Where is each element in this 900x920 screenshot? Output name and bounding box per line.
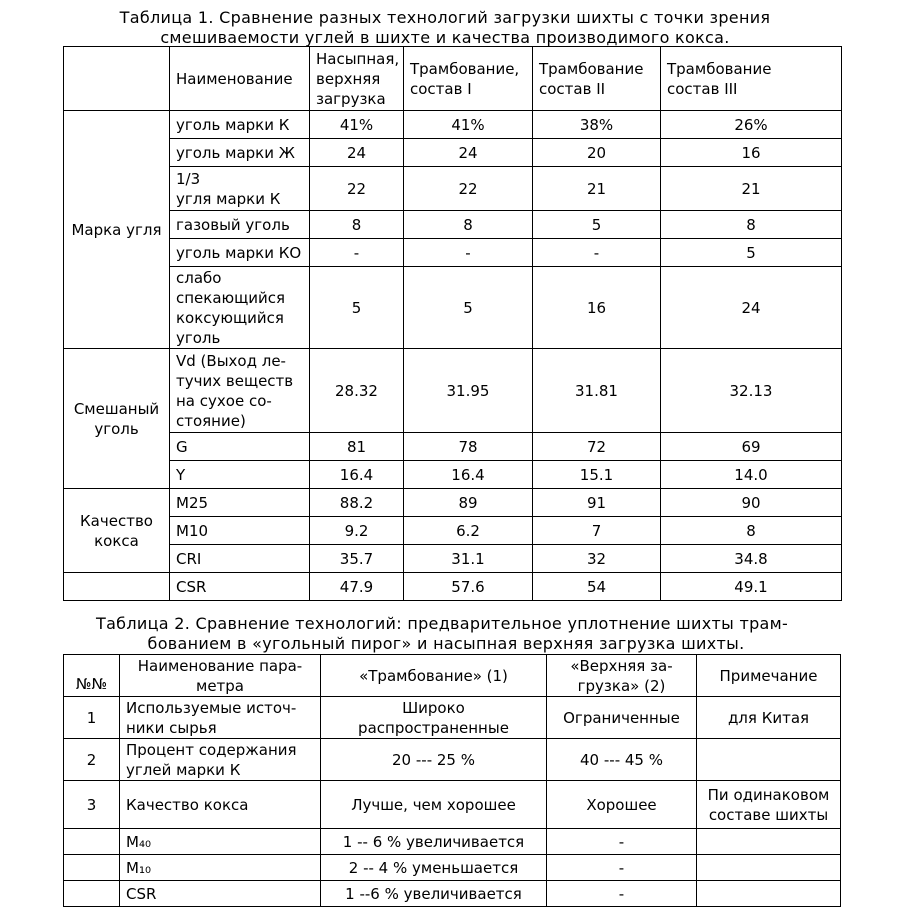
cell: 9.2 <box>310 517 404 545</box>
table2-header-row <box>64 655 841 697</box>
cell-top: - <box>547 881 697 907</box>
cell: 69 <box>661 433 842 461</box>
cell: 57.6 <box>404 573 533 601</box>
table-row <box>64 855 841 881</box>
cell: 78 <box>404 433 533 461</box>
row-label: Vd (Выход ле- тучих веществ на сухое со- стояние) <box>170 349 310 433</box>
table-row <box>64 517 842 545</box>
row-label: уголь марки Ж <box>170 139 310 167</box>
table-row <box>64 461 842 489</box>
table2-caption-line2: бованием в «угольный пирог» и насыпная верхняя загрузка шихты. <box>147 634 745 653</box>
row-label: уголь марки К <box>170 111 310 139</box>
table-row <box>64 167 842 211</box>
cell-param: M₄₀ <box>120 829 321 855</box>
cell-note <box>697 881 841 907</box>
table-row <box>64 267 842 349</box>
cell: 41% <box>404 111 533 139</box>
cell-note <box>697 855 841 881</box>
cell: 31.1 <box>404 545 533 573</box>
row-label: газовый уголь <box>170 211 310 239</box>
cell-top: - <box>547 855 697 881</box>
cell: 16 <box>661 139 842 167</box>
cell: 5 <box>533 211 661 239</box>
table1-header-row <box>64 47 842 111</box>
cell: 49.1 <box>661 573 842 601</box>
cell-num <box>64 855 120 881</box>
cell: 32.13 <box>661 349 842 433</box>
row-label: CSR <box>170 573 310 601</box>
table2-header-param: Наименование пара- метра <box>120 655 321 697</box>
cell: 24 <box>661 267 842 349</box>
cell: 89 <box>404 489 533 517</box>
cell: 16 <box>533 267 661 349</box>
group-mixed-coal: Смешаный уголь <box>64 349 170 489</box>
table-row <box>64 489 842 517</box>
cell: 35.7 <box>310 545 404 573</box>
cell-param: Процент содержания углей марки К <box>120 739 321 781</box>
cell: - <box>310 239 404 267</box>
cell: 28.32 <box>310 349 404 433</box>
table1-header-col3: Трамбование состав II <box>533 47 661 111</box>
cell-ramming: 1 -- 6 % увеличивается <box>321 829 547 855</box>
table1-header-name: Наименование <box>170 47 310 111</box>
table-row <box>64 545 842 573</box>
cell-num <box>64 881 120 907</box>
cell: 81 <box>310 433 404 461</box>
cell: 54 <box>533 573 661 601</box>
table2-caption-line1: Таблица 2. Сравнение технологий: предварительное уплотнение шихты трам- <box>96 614 789 633</box>
cell: 8 <box>661 517 842 545</box>
cell: 5 <box>404 267 533 349</box>
cell-param: Используемые источ- ники сырья <box>120 697 321 739</box>
cell: 14.0 <box>661 461 842 489</box>
cell: 16.4 <box>310 461 404 489</box>
table2-header-ramming: «Трамбование» (1) <box>321 655 547 697</box>
cell: 7 <box>533 517 661 545</box>
table1-caption <box>60 8 830 48</box>
cell: 38% <box>533 111 661 139</box>
cell: 8 <box>661 211 842 239</box>
cell-top: Ограниченные <box>547 697 697 739</box>
table1-header-col2: Трамбование, состав I <box>404 47 533 111</box>
row-label: уголь марки КО <box>170 239 310 267</box>
cell: 16.4 <box>404 461 533 489</box>
cell-ramming: Лучше, чем хорошее <box>321 781 547 829</box>
row-label: слабо спекающийся коксующийся уголь <box>170 267 310 349</box>
cell: - <box>404 239 533 267</box>
table-row <box>64 139 842 167</box>
cell-note: Пи одинаковом составе шихты <box>697 781 841 829</box>
table-row <box>64 573 842 601</box>
technology-comparison-table <box>63 654 841 907</box>
cell-ramming: 20 --- 25 % <box>321 739 547 781</box>
cell-param: Качество кокса <box>120 781 321 829</box>
table1-header-col1: Насыпная, верхняя загрузка <box>310 47 404 111</box>
table-row <box>64 349 842 433</box>
cell-top: Хорошее <box>547 781 697 829</box>
cell-note <box>697 739 841 781</box>
table2-header-num: №№ <box>64 655 120 697</box>
cell: 31.95 <box>404 349 533 433</box>
cell: 8 <box>404 211 533 239</box>
cell: 26% <box>661 111 842 139</box>
cell: 32 <box>533 545 661 573</box>
table1-caption-line2: смешиваемости углей в шихте и качества производимого кокса. <box>160 28 730 47</box>
empty-group-cell <box>64 573 170 601</box>
table1-header-col4: Трамбование состав III <box>661 47 842 111</box>
cell: 88.2 <box>310 489 404 517</box>
table2-header-note: Примечание <box>697 655 841 697</box>
cell: 15.1 <box>533 461 661 489</box>
cell-note <box>697 829 841 855</box>
cell: 24 <box>310 139 404 167</box>
table-row <box>64 781 841 829</box>
cell: 47.9 <box>310 573 404 601</box>
cell: - <box>533 239 661 267</box>
cell-ramming: 2 -- 4 % уменьшается <box>321 855 547 881</box>
cell: 91 <box>533 489 661 517</box>
cell: 22 <box>310 167 404 211</box>
cell-num: 2 <box>64 739 120 781</box>
group-coal-grade: Марка угля <box>64 111 170 349</box>
group-coke-quality: Качество кокса <box>64 489 170 573</box>
cell-num: 3 <box>64 781 120 829</box>
cell: 20 <box>533 139 661 167</box>
table1-corner-cell <box>64 47 170 111</box>
row-label: G <box>170 433 310 461</box>
table-row <box>64 881 841 907</box>
cell: 21 <box>533 167 661 211</box>
cell: 31.81 <box>533 349 661 433</box>
table-row <box>64 739 841 781</box>
table1-caption-line1: Таблица 1. Сравнение разных технологий загрузки шихты с точки зрения <box>119 8 771 27</box>
cell-param: M₁₀ <box>120 855 321 881</box>
cell-note: для Китая <box>697 697 841 739</box>
table2-caption <box>70 614 822 654</box>
cell: 6.2 <box>404 517 533 545</box>
cell: 34.8 <box>661 545 842 573</box>
cell: 8 <box>310 211 404 239</box>
table-row <box>64 697 841 739</box>
cell: 90 <box>661 489 842 517</box>
cell-param: CSR <box>120 881 321 907</box>
cell-num: 1 <box>64 697 120 739</box>
table-row <box>64 829 841 855</box>
row-label: Y <box>170 461 310 489</box>
cell-top: - <box>547 829 697 855</box>
cell: 22 <box>404 167 533 211</box>
table-row <box>64 111 842 139</box>
table-row <box>64 433 842 461</box>
table-row <box>64 211 842 239</box>
cell: 5 <box>661 239 842 267</box>
cell: 72 <box>533 433 661 461</box>
row-label: CRI <box>170 545 310 573</box>
row-label: M25 <box>170 489 310 517</box>
coal-technology-table <box>63 46 842 601</box>
cell-ramming: Широко распространенные <box>321 697 547 739</box>
cell: 24 <box>404 139 533 167</box>
table2-header-top: «Верхняя за- грузка» (2) <box>547 655 697 697</box>
row-label: M10 <box>170 517 310 545</box>
cell: 41% <box>310 111 404 139</box>
cell-top: 40 --- 45 % <box>547 739 697 781</box>
cell-num <box>64 829 120 855</box>
row-label: 1/3 угля марки К <box>170 167 310 211</box>
cell: 5 <box>310 267 404 349</box>
table-row <box>64 239 842 267</box>
cell: 21 <box>661 167 842 211</box>
cell-ramming: 1 --6 % увеличивается <box>321 881 547 907</box>
